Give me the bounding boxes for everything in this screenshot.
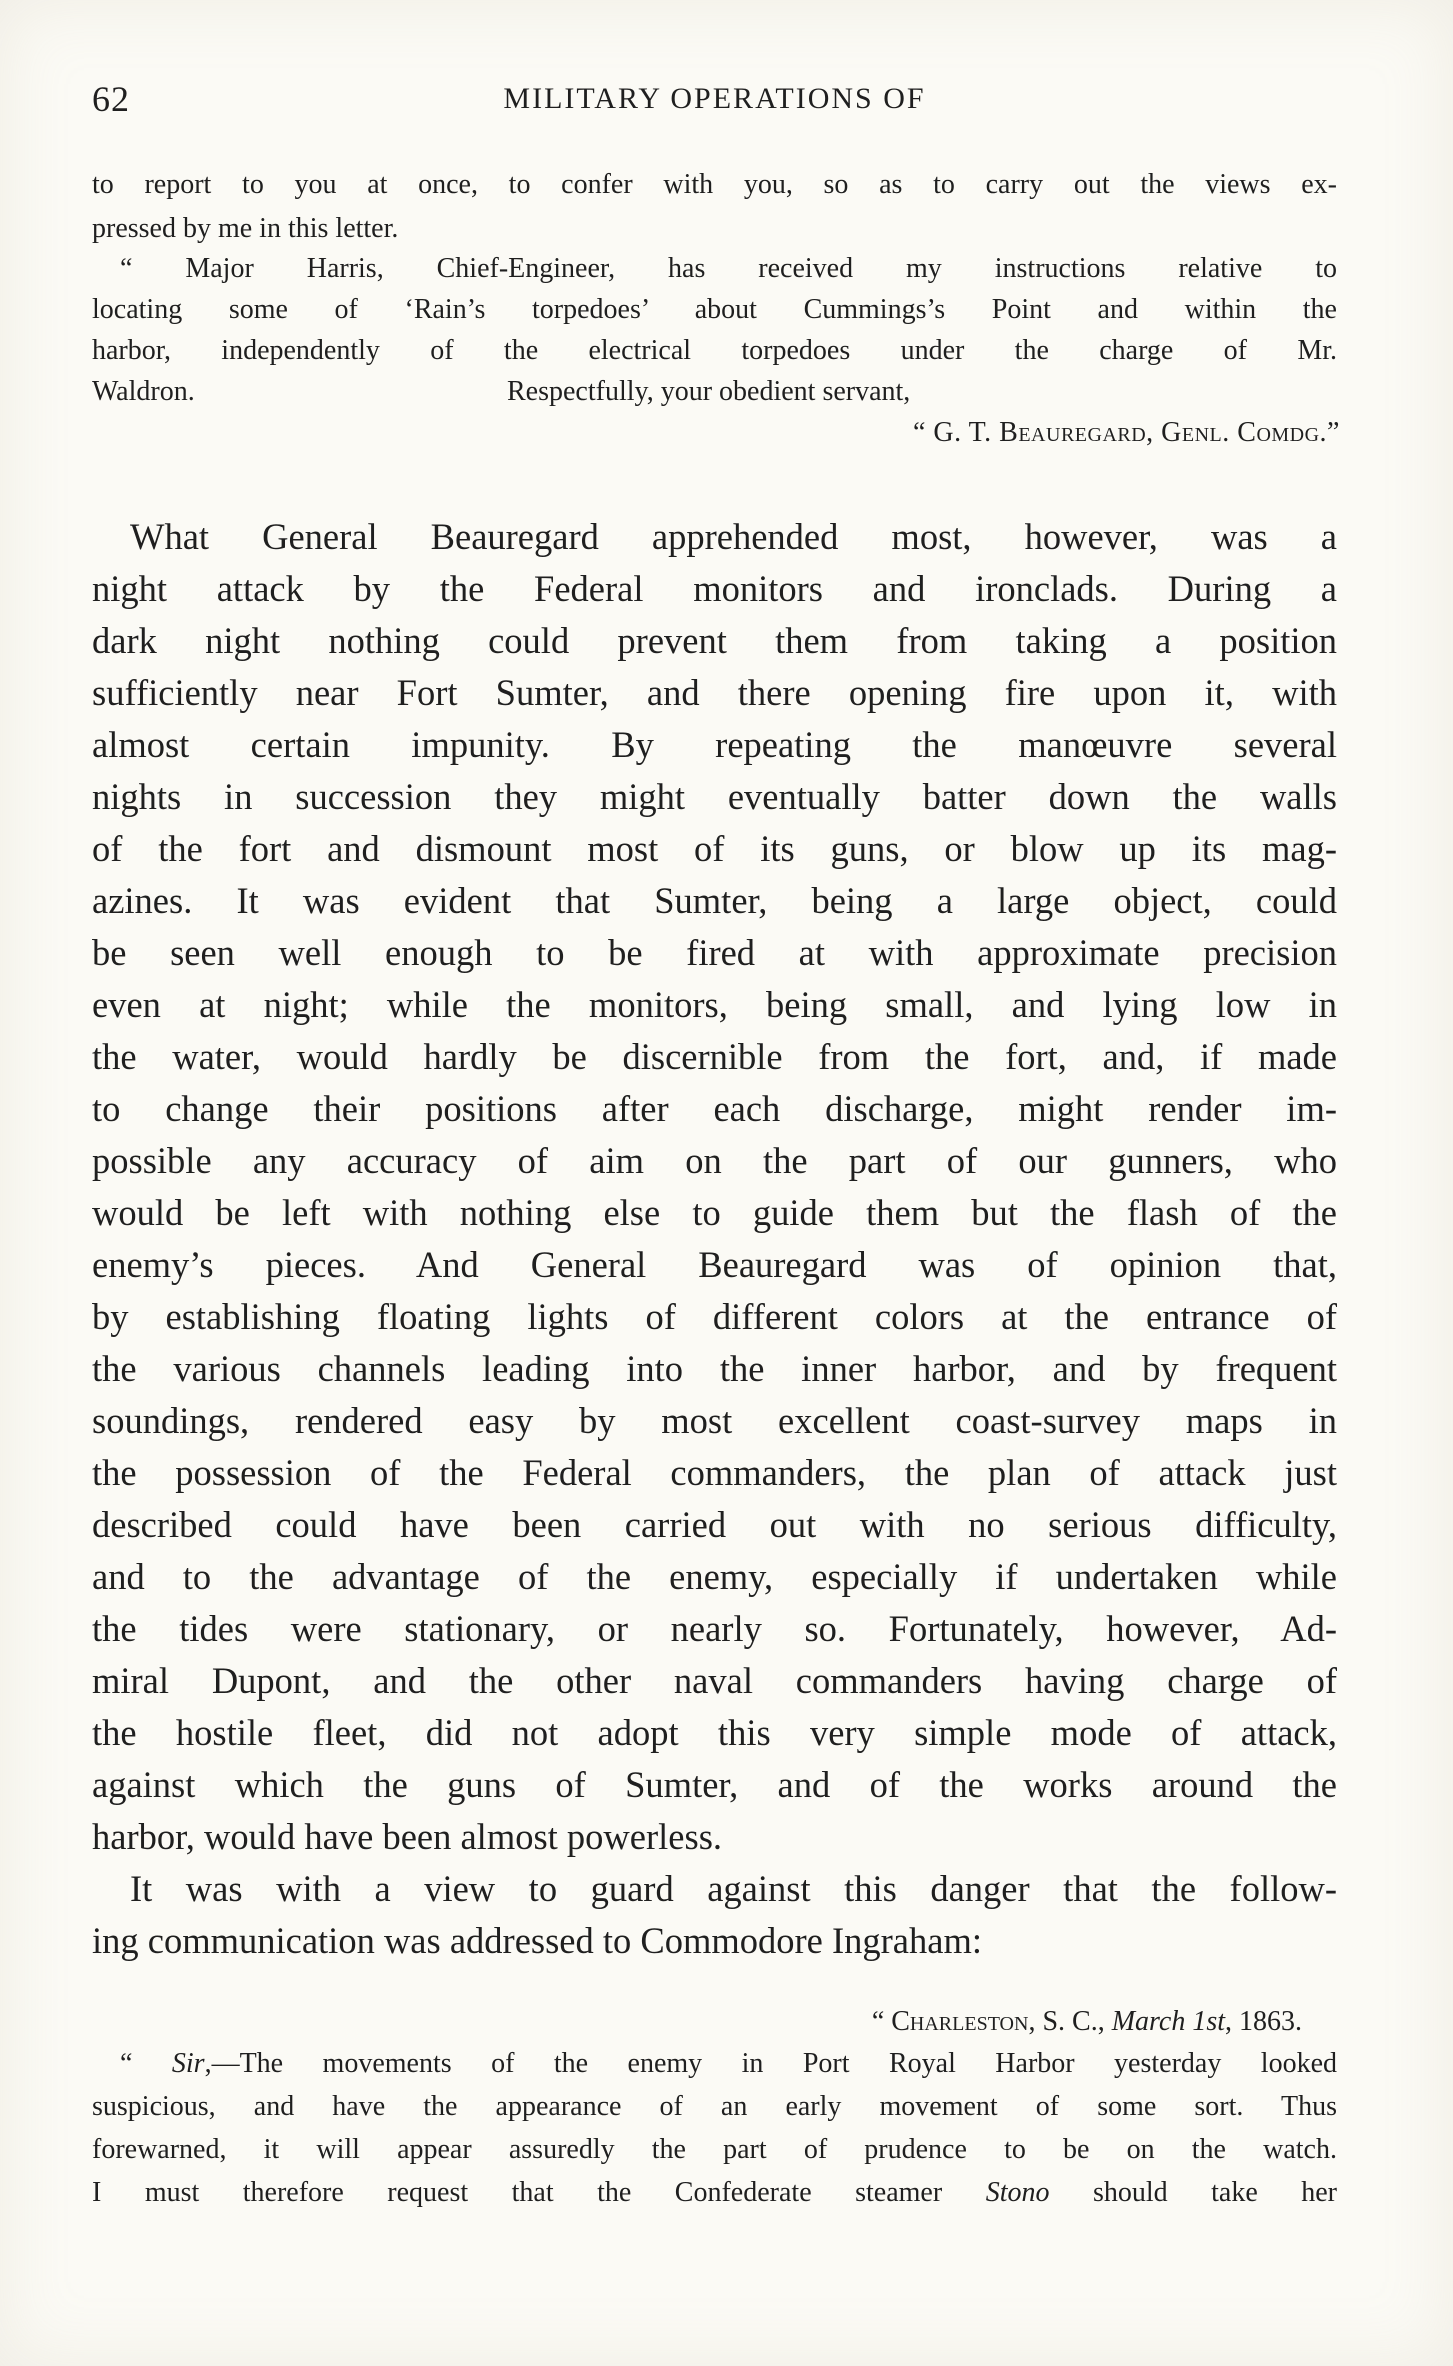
body-line-4: sufficiently near Fort Sumter, and there opening fire upon it, with bbox=[92, 672, 1337, 713]
letter-two-line-4-start: I must therefore request that the Confederate steamer bbox=[92, 2177, 986, 2208]
body-line-22: the tides were stationary, or nearly so. Fortunately, however, Ad- bbox=[92, 1608, 1337, 1649]
running-title: MILITARY OPERATIONS OF bbox=[503, 82, 926, 115]
letter-two-line-4-end: should take her bbox=[1049, 2177, 1337, 2208]
body-line-6: nights in succession they might eventually batter down the walls bbox=[92, 776, 1337, 817]
letter-one-closing bbox=[92, 375, 1337, 409]
body-line-1: What General Beauregard apprehended most, however, was a bbox=[130, 516, 1337, 557]
running-head bbox=[92, 78, 1337, 128]
letter-one-line-1: to report to you at once, to confer with you, so as to carry out the views ex- bbox=[92, 169, 1337, 200]
body-line-17: the various channels leading into the inner harbor, and by frequent bbox=[92, 1348, 1337, 1389]
letter-two-line-1: “ Sir,—The movements of the enemy in Port Royal Harbor yesterday looked bbox=[120, 2048, 1337, 2079]
body-line-9: be seen well enough to be fired at with approximate precision bbox=[92, 932, 1337, 973]
body-line-12: to change their positions after each discharge, might render im- bbox=[92, 1088, 1337, 1129]
letter-one-line-4: locating some of ‘Rain’s torpedoes’ about Cummings’s Point and within the bbox=[92, 294, 1337, 325]
body-line-27: It was with a view to guard against this danger that the follow- bbox=[130, 1868, 1337, 1909]
letter-two-line-4 bbox=[92, 2176, 1337, 2210]
body-line-28: ing communication was addressed to Commodore Ingraham: bbox=[92, 1920, 982, 1961]
body-line-20: described could have been carried out with no serious difficulty, bbox=[92, 1504, 1337, 1545]
body-line-11: the water, would hardly be discernible from the fort, and, if made bbox=[92, 1036, 1337, 1077]
body-line-26: harbor, would have been almost powerless. bbox=[92, 1816, 723, 1857]
letter-one-line-5: harbor, independently of the electrical torpedoes under the charge of Mr. bbox=[92, 335, 1337, 366]
letter-two-dateline bbox=[92, 2005, 1302, 2039]
body-line-7: of the fort and dismount most of its guns, or blow up its mag- bbox=[92, 828, 1337, 869]
page-number: 62 bbox=[92, 79, 130, 119]
body-line-18: soundings, rendered easy by most excellent coast-survey maps in bbox=[92, 1400, 1337, 1441]
body-line-10: even at night; while the monitors, being small, and lying low in bbox=[92, 984, 1337, 1025]
body-line-3: dark night nothing could prevent them from taking a position bbox=[92, 620, 1337, 661]
body-line-19: the possession of the Federal commanders, the plan of attack just bbox=[92, 1452, 1337, 1493]
dateline-date: March 1st bbox=[1111, 2006, 1225, 2037]
body-line-16: by establishing floating lights of different colors at the entrance of bbox=[92, 1296, 1337, 1337]
dateline-year: , 1863. bbox=[1225, 2006, 1302, 2037]
body-line-14: would be left with nothing else to guide them but the flash of the bbox=[92, 1192, 1337, 1233]
letter-one-line-6-left: Waldron. bbox=[92, 376, 195, 407]
dateline-place: “ Charleston, S. C., bbox=[871, 2006, 1112, 2037]
body-line-8: azines. It was evident that Sumter, being a large object, could bbox=[92, 880, 1337, 921]
letter-one-complimentary-close: Respectfully, your obedient servant, bbox=[507, 376, 911, 407]
ship-name: Stono bbox=[985, 2177, 1050, 2208]
body-line-5: almost certain impunity. By repeating the manœuvre several bbox=[92, 724, 1337, 765]
letter-two-line-2: suspicious, and have the appearance of an early movement of some sort. Thus bbox=[92, 2091, 1337, 2122]
letter-two-line-1-text: ,—The movements of the enemy in Port Royal Harbor yesterday looked bbox=[204, 2048, 1337, 2079]
letter-two-line-3: forewarned, it will appear assuredly the part of prudence to be on the watch. bbox=[92, 2134, 1337, 2165]
body-line-13: possible any accuracy of aim on the part of our gunners, who bbox=[92, 1140, 1337, 1181]
letter-two-salutation: Sir bbox=[171, 2048, 205, 2079]
letter-one-line-3: “ Major Harris, Chief-Engineer, has received my instructions relative to bbox=[120, 253, 1337, 284]
body-line-2: night attack by the Federal monitors and ironclads. During a bbox=[92, 568, 1337, 609]
letter-one-line-2: pressed by me in this letter. bbox=[92, 213, 399, 244]
body-line-21: and to the advantage of the enemy, especially if undertaken while bbox=[92, 1556, 1337, 1597]
body-line-24: the hostile fleet, did not adopt this very simple mode of attack, bbox=[92, 1712, 1337, 1753]
body-line-15: enemy’s pieces. And General Beauregard was of opinion that, bbox=[92, 1244, 1337, 1285]
body-line-25: against which the guns of Sumter, and of the works around the bbox=[92, 1764, 1337, 1805]
body-line-23: miral Dupont, and the other naval commanders having charge of bbox=[92, 1660, 1337, 1701]
letter-one-signature: “ G. T. Beauregard, Genl. Comdg.” bbox=[913, 417, 1340, 448]
